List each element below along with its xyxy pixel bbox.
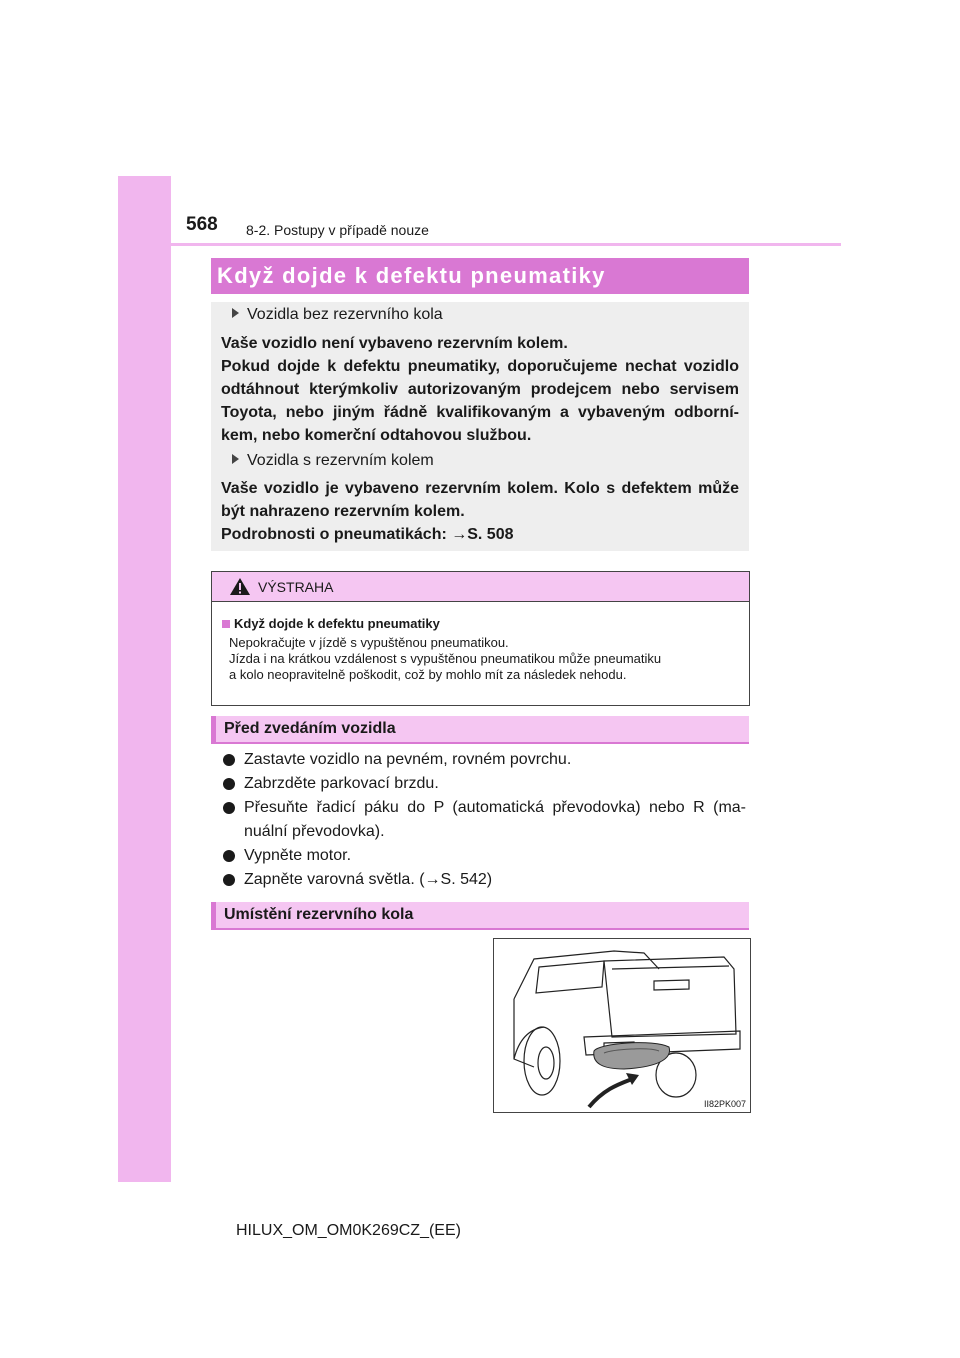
- case2-text: Vaše vozidlo je vybaveno rezervním kolem. Kolo s defektem může být nahrazeno rezervním kolem. Podrobnosti o pneumatikách: →S. 508: [221, 480, 739, 543]
- warning-triangle-icon: [229, 577, 251, 596]
- page-number: 568: [186, 214, 218, 235]
- list-item: Přesuňte řadicí páku do P (automatická převodovka) nebo R (ma- nuální převodovka).: [222, 796, 746, 844]
- before-lifting-list: [222, 748, 746, 892]
- warning-text: Nepokračujte v jízdě s vypuštěnou pneumatikou. Jízda i na krátkou vzdálenost s vypuštěnou pneumatikou může pneumatiku a kolo neopravitelně poškodit, což by mohlo mít za následek nehodu.: [229, 635, 662, 682]
- list-item: Zabrzděte parkovací brzdu.: [222, 772, 746, 796]
- case1-text: Vaše vozidlo není vybaveno rezervním kolem. Pokud dojde k defektu pneumatiky, doporučujeme nechat vozidlo odtáhnout kterýmkoliv autorizovaným prodejcem nebo servisem Toyota, nebo jiným řádně kvalifikovaným a vybaveným odborní- kem, nebo komerční odtahovou službou.: [221, 335, 739, 444]
- before-lifting-heading: Před zvedáním vozidla: [211, 716, 749, 742]
- warning-item-title: Když dojde k defektu pneumatiky: [222, 616, 440, 631]
- warning-box: [211, 571, 750, 706]
- list-item: Vypněte motor.: [222, 844, 746, 868]
- triangle-arrow-icon: [232, 308, 239, 318]
- pickup-rear-illustration: [494, 939, 750, 1112]
- square-bullet-icon: [222, 620, 230, 628]
- document-footer: HILUX_OM_OM0K269CZ_(EE): [236, 1222, 461, 1239]
- spare-wheel-illustration: [493, 938, 751, 1113]
- list-item: Zastavte vozidlo na pevném, rovném povrchu.: [222, 748, 746, 772]
- warning-title: VÝSTRAHA: [258, 579, 334, 595]
- page-title: Když dojde k defektu pneumatiky: [217, 263, 606, 288]
- chapter-side-tab: [118, 176, 171, 1182]
- header-rule: [171, 243, 841, 246]
- list-item: Zapněte varovná světla. (→S. 542): [222, 868, 746, 892]
- case2-label: Vozidla s rezervním kolem: [232, 452, 434, 470]
- triangle-arrow-icon: [232, 454, 239, 464]
- figure-code: II82PK007: [703, 1099, 746, 1109]
- spare-location-heading: Umístění rezervního kola: [211, 902, 749, 928]
- section-label: 8-2. Postupy v případě nouze: [246, 222, 429, 238]
- warning-header: [212, 572, 749, 602]
- page-title-bar: [211, 258, 749, 294]
- case1-label: Vozidla bez rezervního kola: [232, 306, 443, 324]
